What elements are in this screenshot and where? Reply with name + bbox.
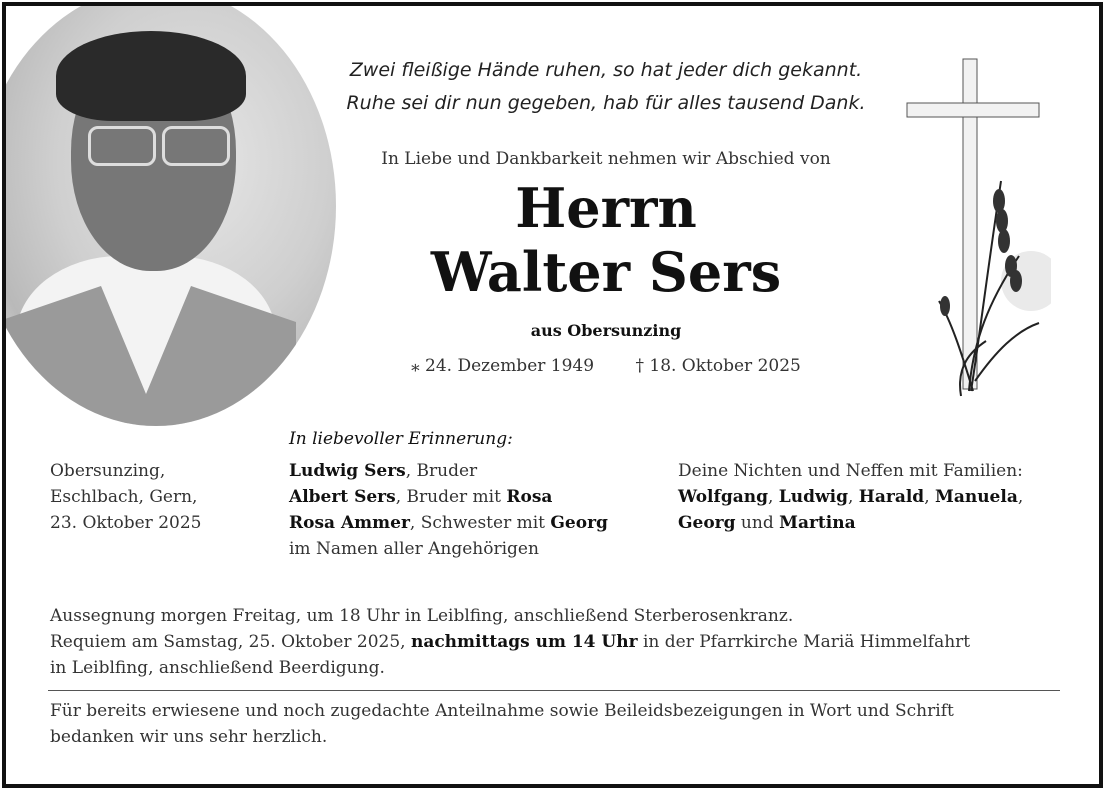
- family-row: [678, 510, 1023, 536]
- photo-glasses-right: [162, 126, 230, 166]
- date-line: 23. Oktober 2025: [50, 513, 202, 533]
- relative-name: Martina: [779, 513, 856, 533]
- partner-name: Georg: [550, 513, 608, 533]
- ceremony-line-3: in Leiblfing, anschließend Beerdigung.: [50, 658, 385, 678]
- relation: , Schwester mit: [409, 513, 551, 533]
- memory-heading: In liebevoller Erinnerung:: [289, 429, 513, 449]
- relative-name: Ludwig: [778, 487, 848, 507]
- place-line-2: Eschlbach, Gern,: [50, 487, 198, 507]
- family-row: [678, 484, 1023, 510]
- partner-name: Rosa: [506, 487, 553, 507]
- ceremony-time: nachmittags um 14 Uhr: [410, 632, 638, 652]
- family-row: [289, 458, 608, 484]
- family-nieces-nephews: [678, 458, 1023, 536]
- ceremony-text: in der Pfarrkirche Mariä Himmelfahrt: [637, 632, 971, 652]
- relative-name: Manuela: [935, 487, 1018, 507]
- family-siblings: [289, 458, 608, 562]
- separator: ,: [847, 487, 859, 507]
- thanks-line-1: Für bereits erwiesene und noch zugedachte Anteilnahme sowie Beileidsbezeigungen in Wort und Schrift: [50, 701, 954, 721]
- separator: ,: [924, 487, 935, 507]
- place-line-1: Obersunzing,: [50, 461, 166, 481]
- ceremony-info: [50, 603, 1060, 681]
- deceased-name: Walter Sers: [430, 240, 782, 304]
- origin: aus Obersunzing: [530, 321, 682, 340]
- salutation: Herrn: [515, 176, 697, 240]
- birth-date: ⁎ 24. Dezember 1949: [411, 356, 595, 376]
- motto-verse: [306, 54, 906, 120]
- place-date: [50, 458, 201, 536]
- ceremony-text: Requiem am Samstag, 25. Oktober 2025,: [50, 632, 411, 652]
- family-row: [289, 484, 608, 510]
- family-row: im Namen aller Angehörigen: [289, 539, 539, 559]
- ceremony-line-2: [50, 629, 1060, 655]
- separator: ,: [1017, 487, 1024, 507]
- portrait-photo: [2, 2, 336, 426]
- relation: , Bruder mit: [395, 487, 507, 507]
- photo-glasses-left: [88, 126, 156, 166]
- thanks-text: [50, 698, 1060, 750]
- motto-line-2: Ruhe sei dir nun gegeben, hab für alles tausend Dank.: [346, 92, 866, 114]
- photo-hair: [56, 31, 246, 121]
- family-row: [289, 510, 608, 536]
- relative-name: Ludwig Sers: [289, 461, 406, 481]
- separator: und: [735, 513, 780, 533]
- life-dates: [306, 356, 906, 376]
- divider-line: [48, 690, 1060, 691]
- relative-name: Wolfgang: [678, 487, 768, 507]
- relative-name: Albert Sers: [289, 487, 396, 507]
- death-date: † 18. Oktober 2025: [635, 356, 801, 376]
- cross-with-wheat-icon: [901, 51, 1051, 401]
- motto-line-1: Zwei fleißige Hände ruhen, so hat jeder dich gekannt.: [349, 59, 863, 81]
- relative-name: Georg: [678, 513, 736, 533]
- thanks-line-2: bedanken wir uns sehr herzlich.: [50, 727, 328, 747]
- relative-name: Harald: [858, 487, 925, 507]
- family-heading: Deine Nichten und Neffen mit Familien:: [678, 461, 1023, 481]
- ceremony-line-1: Aussegnung morgen Freitag, um 18 Uhr in Leiblfing, anschließend Sterberosenkranz.: [50, 606, 794, 626]
- obituary-notice: [2, 2, 1103, 788]
- separator: ,: [767, 487, 779, 507]
- intro-text: In Liebe und Dankbarkeit nehmen wir Abschied von: [381, 149, 831, 169]
- relative-name: Rosa Ammer: [289, 513, 410, 533]
- relation: , Bruder: [405, 461, 478, 481]
